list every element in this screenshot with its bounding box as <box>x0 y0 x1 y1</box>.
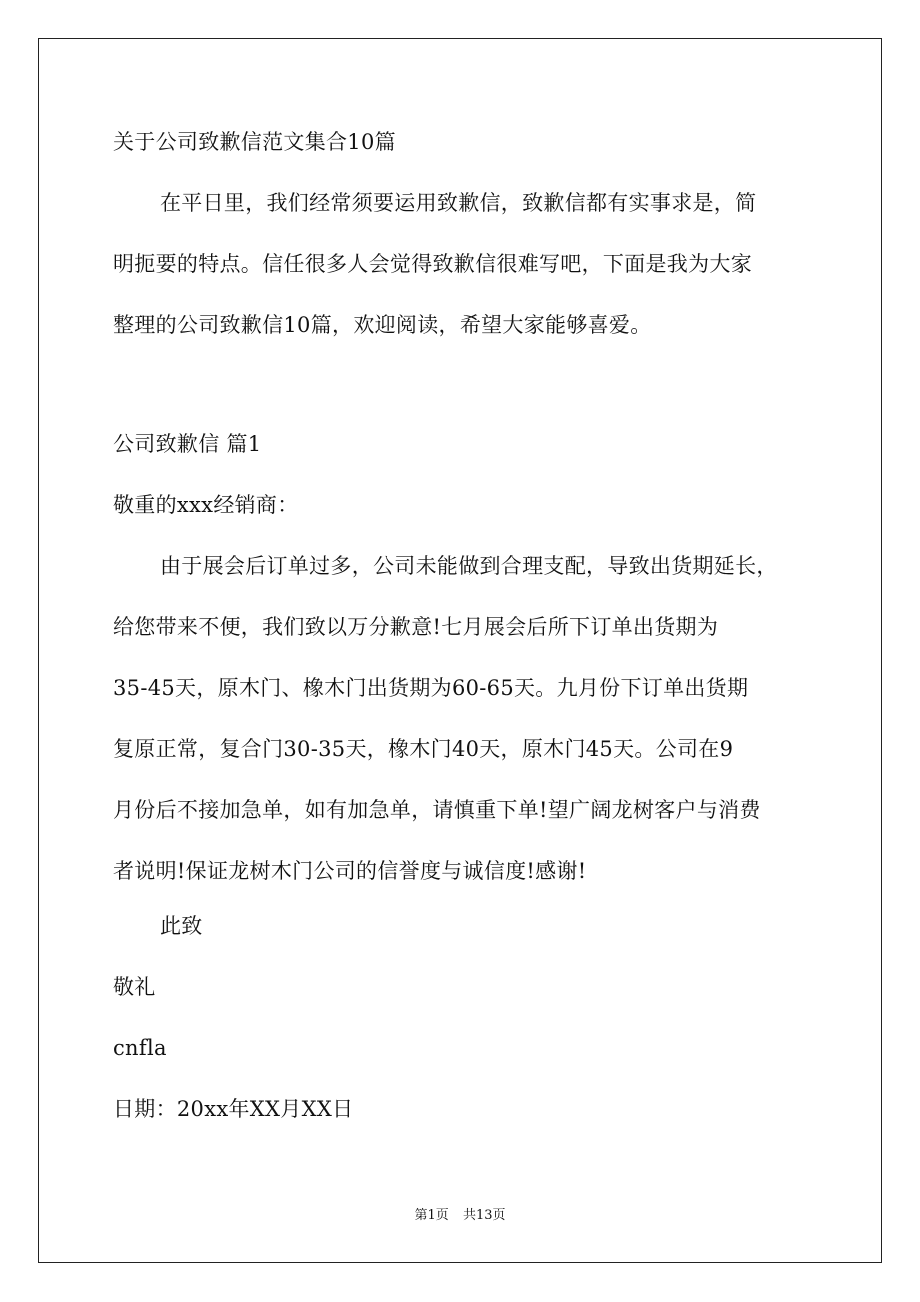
page-footer <box>0 1207 920 1225</box>
section-heading: 公司致歉信 篇1 <box>113 432 262 456</box>
intro-line-1: 在平日里，我们经常须要运用致歉信，致歉信都有实事求是，简 <box>160 191 757 215</box>
body-line-2: 给您带来不便，我们致以万分歉意!七月展会后所下订单出货期为 <box>113 615 719 639</box>
date-line: 日期：20xx年XX月XX日 <box>113 1097 354 1121</box>
page-number-total: 共13页 <box>462 1208 506 1223</box>
body-line-5: 月份后不接加急单，如有加急单，请慎重下单!望广阔龙树客户与消费 <box>113 798 761 822</box>
body-line-6: 者说明!保证龙树木门公司的信誉度与诚信度!感谢! <box>113 859 587 883</box>
closing-salute: 敬礼 <box>113 975 156 999</box>
body-line-3: 35-45天，原木门、橡木门出货期为60-65天。九月份下订单出货期 <box>113 676 749 700</box>
page-border <box>38 38 882 1263</box>
body-line-4: 复原正常，复合门30-35天，橡木门40天，原木门45天。公司在9 <box>113 737 734 761</box>
signature: cnfla <box>113 1036 167 1060</box>
body-line-1: 由于展会后订单过多，公司未能做到合理支配，导致出货期延长， <box>160 554 778 578</box>
page-number-current: 第1页 <box>414 1208 449 1223</box>
salutation: 敬重的xxx经销商： <box>113 493 299 517</box>
closing-regards: 此致 <box>160 914 203 938</box>
intro-line-3: 整理的公司致歉信10篇，欢迎阅读，希望大家能够喜爱。 <box>113 313 652 337</box>
document-title: 关于公司致歉信范文集合10篇 <box>113 130 396 154</box>
intro-line-2: 明扼要的特点。信任很多人会觉得致歉信很难写吧，下面是我为大家 <box>113 252 752 276</box>
